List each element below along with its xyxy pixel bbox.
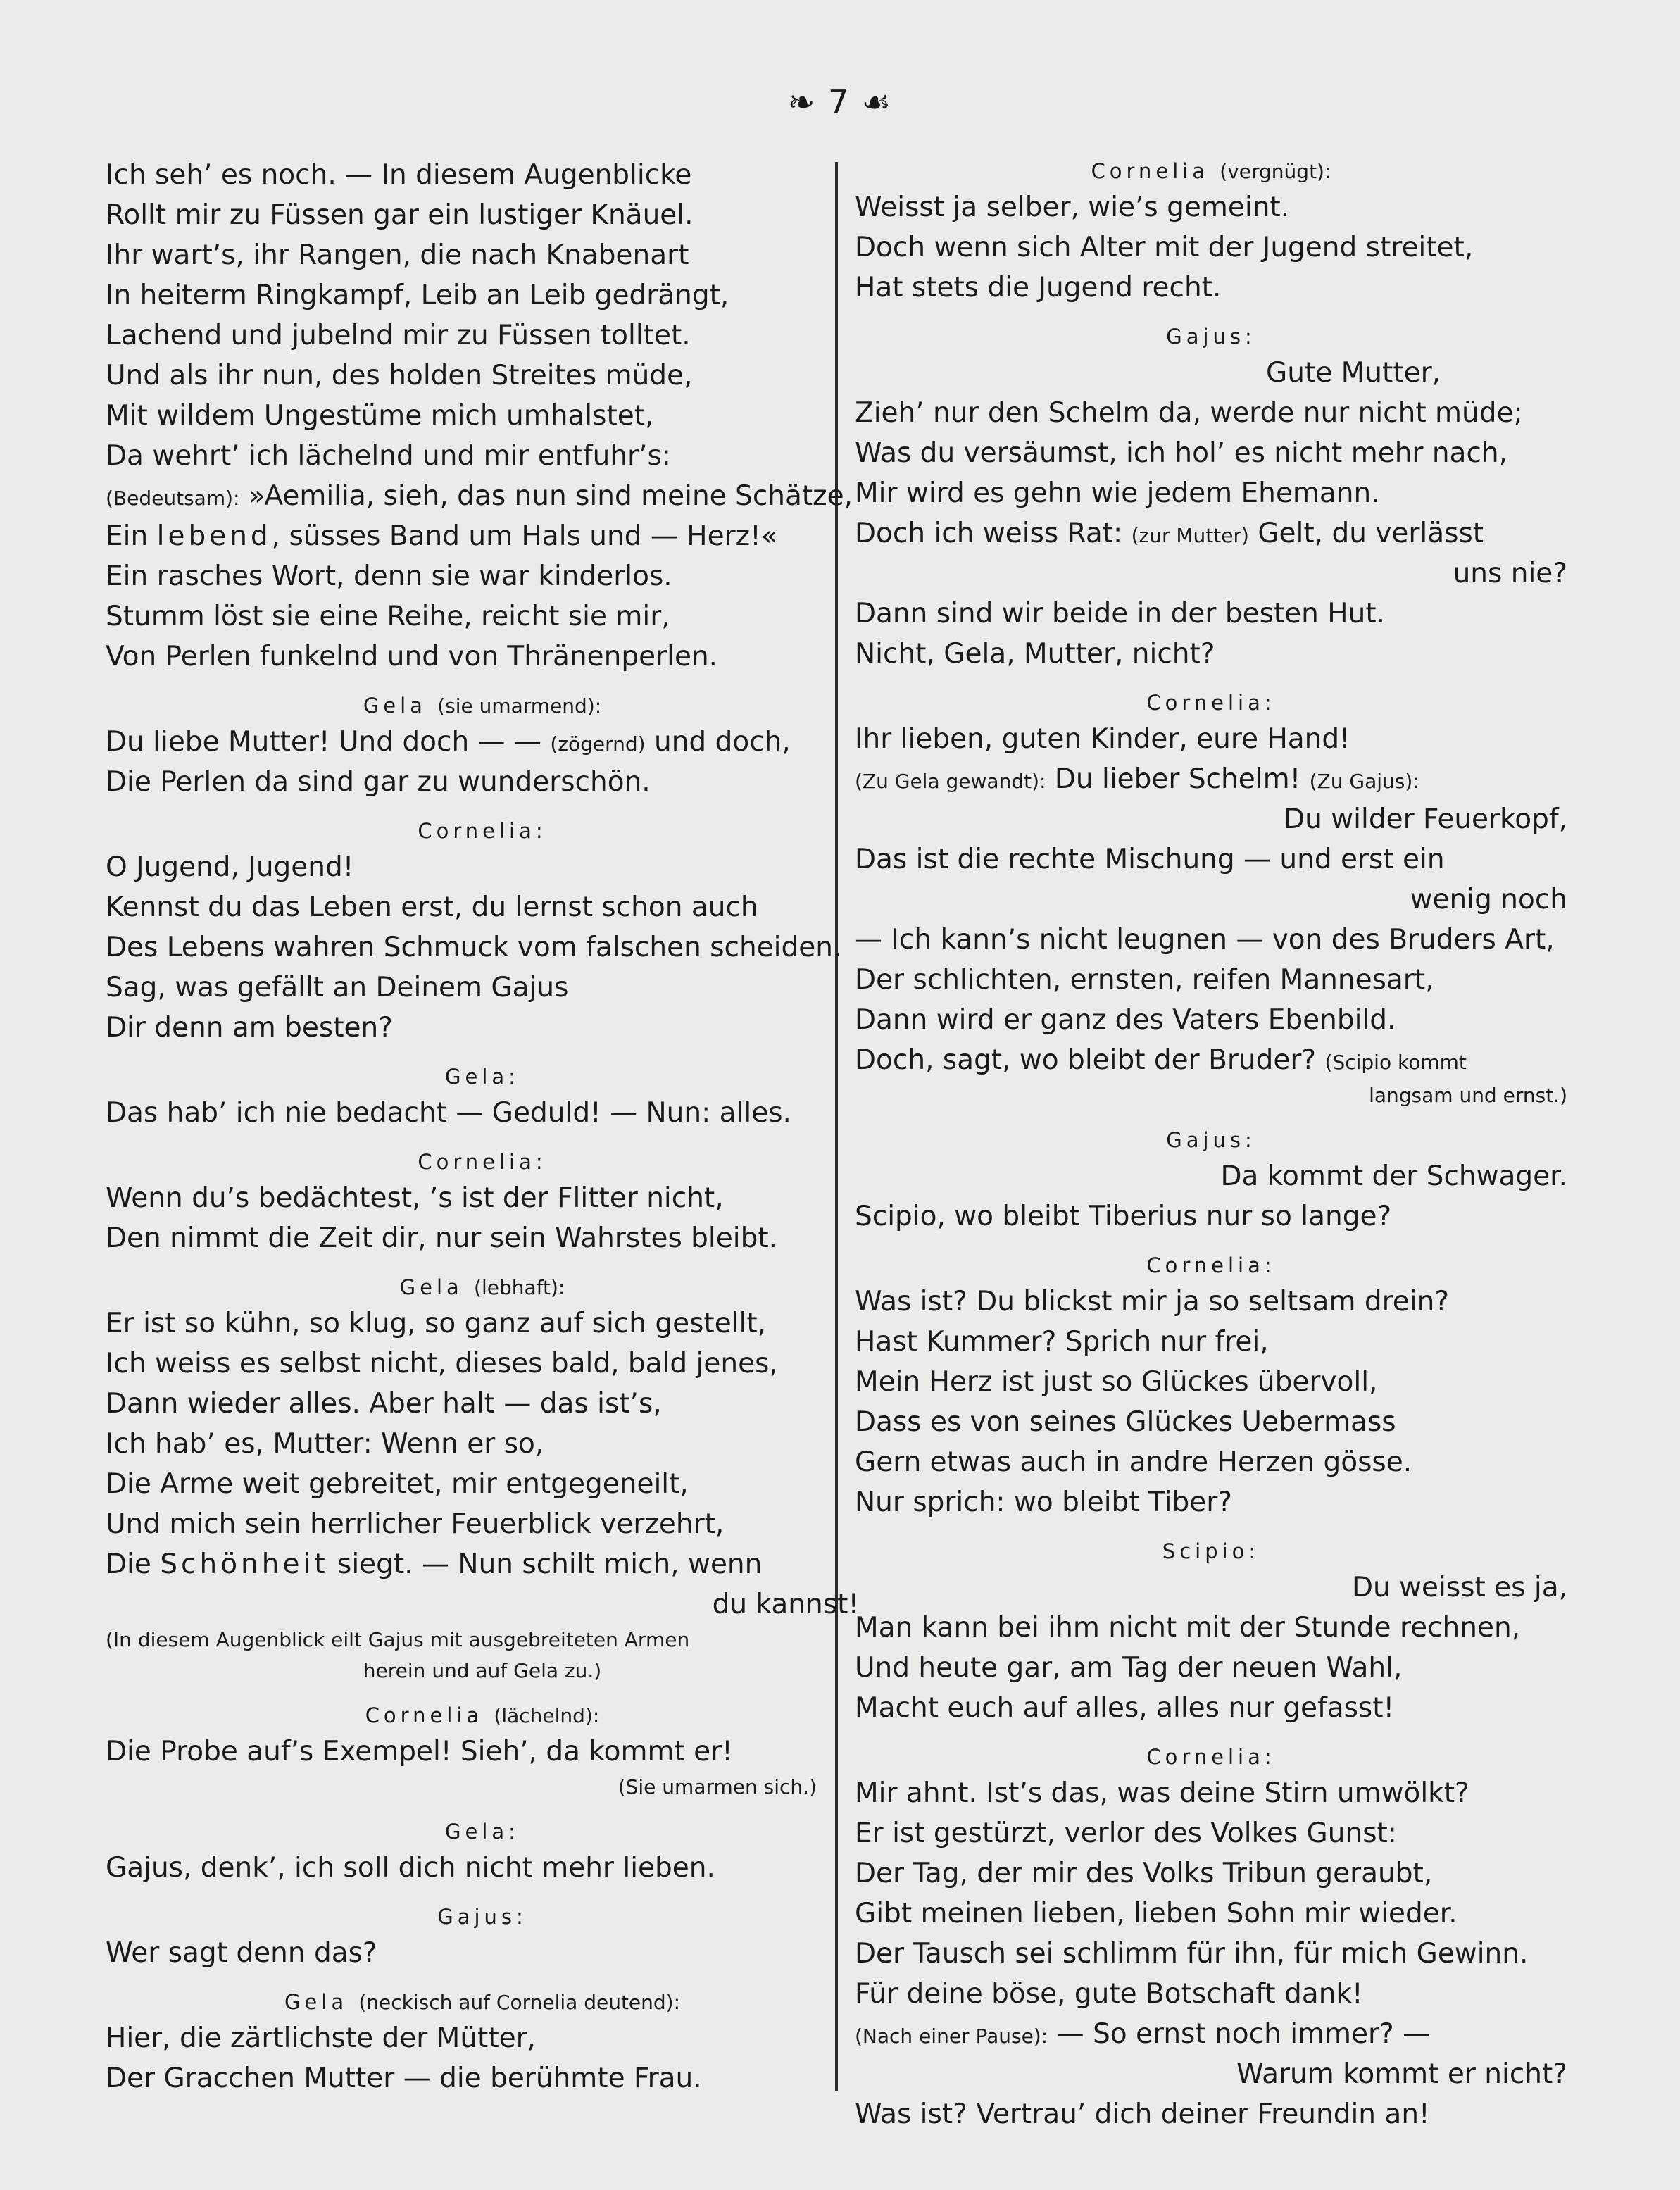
verse-line: Gern etwas auch in andre Herzen gösse. [855,1446,1412,1478]
verse-line: Der Tausch sei schlimm für ihn, für mich Gewinn. [855,1938,1529,1970]
verse-line: Der Gracchen Mutter — die berühmte Frau. [106,2063,702,2094]
verse-line: Gibt meinen lieben, lieben Sohn mir wieder. [855,1898,1458,1929]
verse-line: Dass es von seines Glückes Uebermass [855,1406,1396,1438]
speaker-name: Gela [284,1990,349,2014]
verse-line: Wer sagt denn das? [106,1937,377,1969]
speaker-heading: Gela: [445,1820,520,1844]
verse-line: Gajus, denk’, ich soll dich nicht mehr lieben. [106,1852,715,1884]
verse-line [855,759,1567,799]
verse-line: Die Arme weit gebreitet, mir entgegeneilt, [106,1468,689,1500]
verse-line [106,1544,859,1584]
verse-line: Der Tag, der mir des Volks Tribun geraubt, [855,1858,1433,1889]
speaker-heading [106,689,859,722]
verse-line: Der schlichten, ernsten, reifen Mannesart, [855,964,1434,996]
verse-line: Kennst du das Leben erst, du lernst schon auch [106,891,758,923]
verse-line: Nur sprich: wo bleibt Tiber? [855,1487,1232,1518]
verse-text: siegt. — Nun schilt mich, wenn [337,1548,763,1580]
speaker-name: Gela [399,1275,463,1299]
verse-line [106,476,859,516]
verse-line [855,513,1567,553]
verse-line: Mit wildem Ungestüme mich umhalstet, [106,400,654,432]
speaker-heading [855,155,1567,187]
page-number-value: 7 [828,83,851,121]
stage-direction: (Bedeutsam): [106,487,240,510]
verse-line: Ein rasches Wort, denn sie war kinderlos. [106,561,672,592]
speaker-direction: (sie umarmend): [437,694,602,718]
speaker-direction: (neckisch auf Cornelia deutend): [358,1991,681,2014]
verse-line: Mir ahnt. Ist’s das, was deine Stirn umwölkt? [855,1777,1469,1809]
verse-text: Ein [106,520,149,552]
ornament-left-icon: ❧ [787,83,817,121]
stage-direction: langsam und ernst.) [1369,1084,1567,1107]
verse-line: Zieh’ nur den Schelm da, werde nur nicht müde; [855,397,1523,429]
verse-line: Stumm löst sie eine Reihe, reicht sie mir, [106,601,670,632]
verse-line: du kannst! [712,1589,859,1620]
verse-line: Er ist so kühn, so klug, so ganz auf sich gestellt, [106,1308,767,1339]
verse-line: Mein Herz ist just so Glückes übervoll, [855,1366,1378,1398]
verse-text: Du lieber Schelm! [1054,763,1301,795]
verse-line: Des Lebens wahren Schmuck vom falschen scheiden. [106,932,842,963]
verse-line: Gute Mutter, [1266,357,1441,389]
stage-direction: (Sie umarmen sich.) [618,1775,817,1798]
verse-line: Weisst ja selber, wie’s gemeint. [855,192,1290,223]
verse-line: — Ich kann’s nicht leugnen — von des Bruders Art, [855,924,1555,956]
verse-line: Ihr wart’s, ihr Rangen, die nach Knabenart [106,239,689,271]
speaker-heading: Gela: [445,1065,520,1089]
ornament-right-icon: ☙ [861,83,893,121]
verse-line: Was ist? Du blickst mir ja so seltsam drein? [855,1286,1450,1318]
speaker-direction: (lebhaft): [474,1276,565,1299]
verse-line: Rollt mir zu Füssen gar ein lustiger Knäuel. [106,199,694,231]
verse-line: Hier, die zärtlichste der Mütter, [106,2022,537,2054]
verse-line: Ich seh’ es noch. — In diesem Augenblicke [106,159,692,191]
speaker-heading [106,1986,859,2018]
speaker-heading: Cornelia: [1146,691,1276,715]
verse-text: Doch, sagt, wo bleibt der Bruder? [855,1044,1317,1076]
verse-line: Die Probe auf’s Exempel! Sieh’, da kommt er! [106,1736,733,1767]
verse-line: Sag, was gefällt an Deinem Gajus [106,972,569,1003]
verse-line: Mir wird es gehn wie jedem Ehemann. [855,477,1380,509]
speaker-heading: Cornelia: [1146,1253,1276,1277]
page-number [0,83,1680,121]
verse-line [106,516,859,556]
speaker-heading [106,1271,859,1303]
stage-direction: (Zu Gela gewandt): [855,770,1046,793]
verse-line: O Jugend, Jugend! [106,851,354,883]
verse-line: Dann wird er ganz des Vaters Ebenbild. [855,1004,1396,1036]
speaker-heading: Gajus: [437,1905,527,1929]
speaker-name: Gela [363,694,427,718]
speaker-name: Cornelia [365,1703,484,1727]
verse-line: Und als ihr nun, des holden Streites müde, [106,360,693,392]
verse-line: Du weisst es ja, [1351,1572,1567,1603]
verse-line: Man kann bei ihm nicht mit der Stunde rechnen, [855,1612,1521,1644]
verse-text: Doch ich weiss Rat: [855,518,1123,549]
verse-line: In heiterm Ringkampf, Leib an Leib gedrängt, [106,280,729,311]
verse-line: Da wehrt’ ich lächelnd und mir entfuhr’s: [106,440,671,472]
verse-line: Das hab’ ich nie bedacht — Geduld! — Nun: alles. [106,1097,791,1129]
verse-line: Hat stets die Jugend recht. [855,272,1222,304]
verse-text: , süsses Band um Hals und — Herz!« [271,520,778,552]
verse-line: Von Perlen funkelnd und von Thränenperlen. [106,641,718,672]
speaker-heading: Gajus: [1166,325,1256,349]
verse-line: Dann sind wir beide in der besten Hut. [855,598,1386,630]
verse-line [106,722,859,762]
stage-direction: (Nach einer Pause): [855,2025,1048,2048]
verse-text: Du liebe Mutter! Und doch — — [106,726,541,758]
verse-text: Die [106,1548,151,1580]
verse-line: Dir denn am besten? [106,1012,393,1044]
verse-line: uns nie? [1453,558,1567,589]
verse-line [855,1040,1567,1080]
verse-line: Was ist? Vertrau’ dich deiner Freundin an! [855,2098,1430,2130]
stage-direction: (zögernd) [550,732,646,756]
stage-direction: (In diesem Augenblick eilt Gajus mit ausgebreiteten Armen [106,1628,690,1651]
speaker-heading: Scipio: [1162,1539,1260,1563]
verse-line: Wenn du’s bedächtest, ’s ist der Flitter nicht, [106,1182,724,1214]
verse-text: — So ernst noch immer? — [1056,2018,1431,2050]
left-column [106,155,859,2098]
verse-text: und doch, [654,726,791,758]
verse-text: Gelt, du verlässt [1258,518,1484,549]
verse-line: wenig noch [1410,884,1567,915]
verse-line: Nicht, Gela, Mutter, nicht? [855,638,1215,670]
speaker-heading [106,1699,859,1732]
verse-line: Er ist gestürzt, verlor des Volkes Gunst: [855,1817,1397,1849]
right-column [855,155,1567,2134]
verse-line: Das ist die rechte Mischung — und erst ein [855,844,1445,875]
verse-line: Warum kommt er nicht? [1236,2058,1567,2090]
verse-line: Ich weiss es selbst nicht, dieses bald, bald jenes, [106,1348,778,1379]
verse-line: Lachend und jubelnd mir zu Füssen tolltet. [106,320,691,351]
speaker-direction: (lächelnd): [494,1704,600,1727]
verse-line: Scipio, wo bleibt Tiberius nur so lange? [855,1201,1392,1232]
speaker-heading: Cornelia: [1146,1745,1276,1769]
stage-direction: (Zu Gajus): [1309,770,1419,793]
verse-line: Ihr lieben, guten Kinder, eure Hand! [855,723,1350,755]
verse-line: Und mich sein herrlicher Feuerblick verzehrt, [106,1508,725,1540]
verse-line: Macht euch auf alles, alles nur gefasst! [855,1692,1395,1724]
speaker-name: Cornelia [1091,159,1210,183]
speaker-direction: (vergnügt): [1220,160,1331,183]
verse-line [855,2014,1567,2054]
verse-text: »Aemilia, sieh, das nun sind meine Schätze, [248,480,853,512]
verse-line: Den nimmt die Zeit dir, nur sein Wahrstes bleibt. [106,1222,778,1254]
verse-line: Doch wenn sich Alter mit der Jugend streitet, [855,232,1474,263]
speaker-heading: Gajus: [1166,1128,1256,1152]
verse-line: Für deine böse, gute Botschaft dank! [855,1978,1363,2010]
speaker-heading: Cornelia: [418,819,547,843]
verse-line: Da kommt der Schwager. [1220,1160,1567,1192]
verse-line: Hast Kummer? Sprich nur frei, [855,1326,1269,1358]
speaker-heading: Cornelia: [418,1150,547,1174]
stage-direction: (zur Mutter) [1131,524,1249,547]
emphasis-text: lebend [156,520,272,552]
verse-line: Was du versäumst, ich hol’ es nicht mehr nach, [855,437,1508,469]
verse-line: Die Perlen da sind gar zu wunderschön. [106,766,651,798]
verse-line: Ich hab’ es, Mutter: Wenn er so, [106,1428,544,1460]
emphasis-text: Schönheit [160,1548,329,1580]
verse-line: Dann wieder alles. Aber halt — das ist’s, [106,1388,662,1420]
verse-line: Und heute gar, am Tag der neuen Wahl, [855,1652,1403,1684]
stage-direction: (Scipio kommt [1324,1051,1467,1074]
stage-direction: herein und auf Gela zu.) [363,1659,602,1682]
verse-line: Du wilder Feuerkopf, [1284,803,1567,835]
